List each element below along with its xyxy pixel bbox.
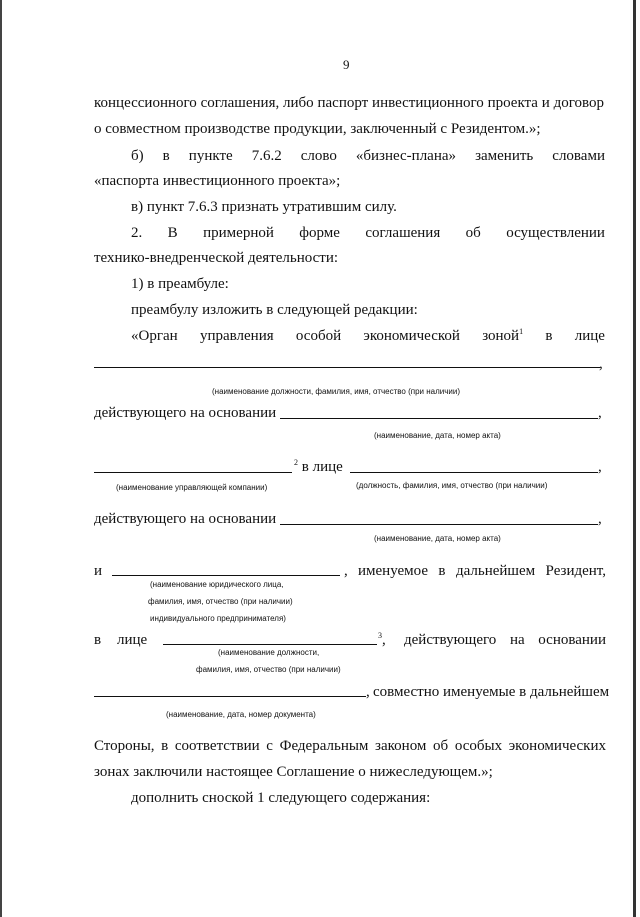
comma: , bbox=[598, 405, 602, 421]
final-line-3: дополнить сноской 1 следующего содержания: bbox=[131, 790, 431, 806]
comma: , bbox=[598, 511, 602, 527]
fill-line-representative bbox=[163, 644, 377, 645]
final-line-2: зонах заключили настоящее Соглашение о нижеследующем.»; bbox=[94, 764, 493, 780]
word: словами bbox=[552, 148, 605, 164]
text-line-10 bbox=[131, 327, 605, 345]
page-number: 9 bbox=[343, 57, 350, 72]
fill-line-official bbox=[94, 367, 600, 368]
caption-person-2: фамилия, имя, отчество (при наличии) bbox=[196, 665, 341, 674]
fill-line-resident bbox=[112, 575, 340, 576]
text-line-8: 1) в преамбуле: bbox=[131, 276, 229, 292]
word: 7.6.2 bbox=[251, 148, 282, 164]
text-line-5: в) пункт 7.6.3 признать утратившим силу. bbox=[131, 199, 397, 215]
v-label: в bbox=[94, 632, 102, 648]
word: «Орган bbox=[131, 328, 178, 344]
footnote-mark: 1 bbox=[519, 327, 524, 336]
word: осуществлении bbox=[506, 225, 605, 241]
text-line-7: технико-внедренческой деятельности: bbox=[94, 250, 339, 266]
word: слово bbox=[300, 148, 337, 164]
caption-document: (наименование, дата, номер документа) bbox=[166, 710, 316, 719]
acting-basis-label-2: действующего на основании bbox=[94, 511, 277, 527]
resident-text: именуемое в дальнейшем Резидент, bbox=[358, 563, 606, 579]
footnote-mark: 2 bbox=[294, 458, 298, 467]
word: пункте bbox=[188, 148, 233, 164]
final-line-1: Стороны, в соответствии с Федеральным законом об особых экономических bbox=[94, 738, 606, 754]
word: форме bbox=[299, 225, 340, 241]
word: об bbox=[465, 225, 481, 241]
fill-line-company bbox=[94, 472, 292, 473]
comma: , bbox=[598, 459, 602, 475]
in-person-label bbox=[294, 458, 343, 476]
text-line-2: о совместном производстве продукции, заключенный с Резидентом.»; bbox=[94, 121, 541, 137]
jointly-text: совместно именуемые в дальнейшем bbox=[373, 684, 610, 700]
page-edge-left bbox=[0, 0, 2, 917]
fill-line-act-2 bbox=[280, 524, 598, 525]
fill-line-document bbox=[94, 696, 366, 697]
caption-company: (наименование управляющей компании) bbox=[116, 483, 268, 492]
word: соглашения bbox=[365, 225, 441, 241]
text-line-4: «паспорта инвестиционного проекта»; bbox=[94, 173, 341, 189]
text-line-6 bbox=[131, 224, 605, 242]
fill-line-position bbox=[350, 472, 598, 473]
text-line-9: преамбулу изложить в следующей редакции: bbox=[131, 302, 418, 318]
acting-words bbox=[404, 631, 606, 649]
comma: , bbox=[382, 632, 386, 648]
caption-act: (наименование, дата, номер акта) bbox=[374, 431, 501, 440]
litse-label: лице bbox=[117, 632, 148, 648]
word: В bbox=[167, 225, 178, 241]
comma: , bbox=[344, 563, 348, 579]
footnote-mark: 3 bbox=[378, 631, 382, 640]
caption-person-1: (наименование должности, bbox=[218, 648, 320, 657]
caption-entity-3: индивидуального предпринимателя) bbox=[150, 614, 286, 623]
acting-basis-label: действующего на основании bbox=[94, 405, 277, 421]
text-line-3 bbox=[131, 147, 605, 165]
fill-line-act bbox=[280, 418, 598, 419]
word: заменить bbox=[475, 148, 534, 164]
word: в bbox=[545, 328, 553, 344]
and-label: и bbox=[94, 563, 103, 579]
word: в bbox=[162, 148, 170, 164]
word: примерной bbox=[203, 225, 274, 241]
page-edge-right bbox=[633, 0, 636, 917]
caption-entity-1: (наименование юридического лица, bbox=[150, 580, 284, 589]
in-person-text: в лице bbox=[301, 459, 343, 475]
caption-entity-2: фамилия, имя, отчество (при наличии) bbox=[148, 597, 293, 606]
word: основании bbox=[538, 632, 606, 648]
word: управления bbox=[199, 328, 274, 344]
caption-position: (должность, фамилия, имя, отчество (при наличии) bbox=[356, 481, 548, 490]
word: на bbox=[509, 632, 525, 648]
word: б) bbox=[131, 148, 144, 164]
comma: , bbox=[366, 684, 370, 700]
comma: , bbox=[599, 356, 603, 372]
footnote-3 bbox=[378, 631, 386, 649]
text-line-1: концессионного соглашения, либо паспорт инвестиционного проекта и договор bbox=[94, 95, 604, 111]
word: 2. bbox=[131, 225, 143, 241]
word: особой bbox=[295, 328, 342, 344]
word: зоной bbox=[482, 328, 520, 344]
word-with-footnote bbox=[482, 327, 523, 345]
caption-act-2: (наименование, дата, номер акта) bbox=[374, 534, 501, 543]
word: «бизнес-плана» bbox=[355, 148, 457, 164]
caption-official: (наименование должности, фамилия, имя, отчество (при наличии) bbox=[212, 387, 461, 396]
word: действующего bbox=[404, 632, 497, 648]
word: экономической bbox=[363, 328, 460, 344]
word: лице bbox=[574, 328, 605, 344]
